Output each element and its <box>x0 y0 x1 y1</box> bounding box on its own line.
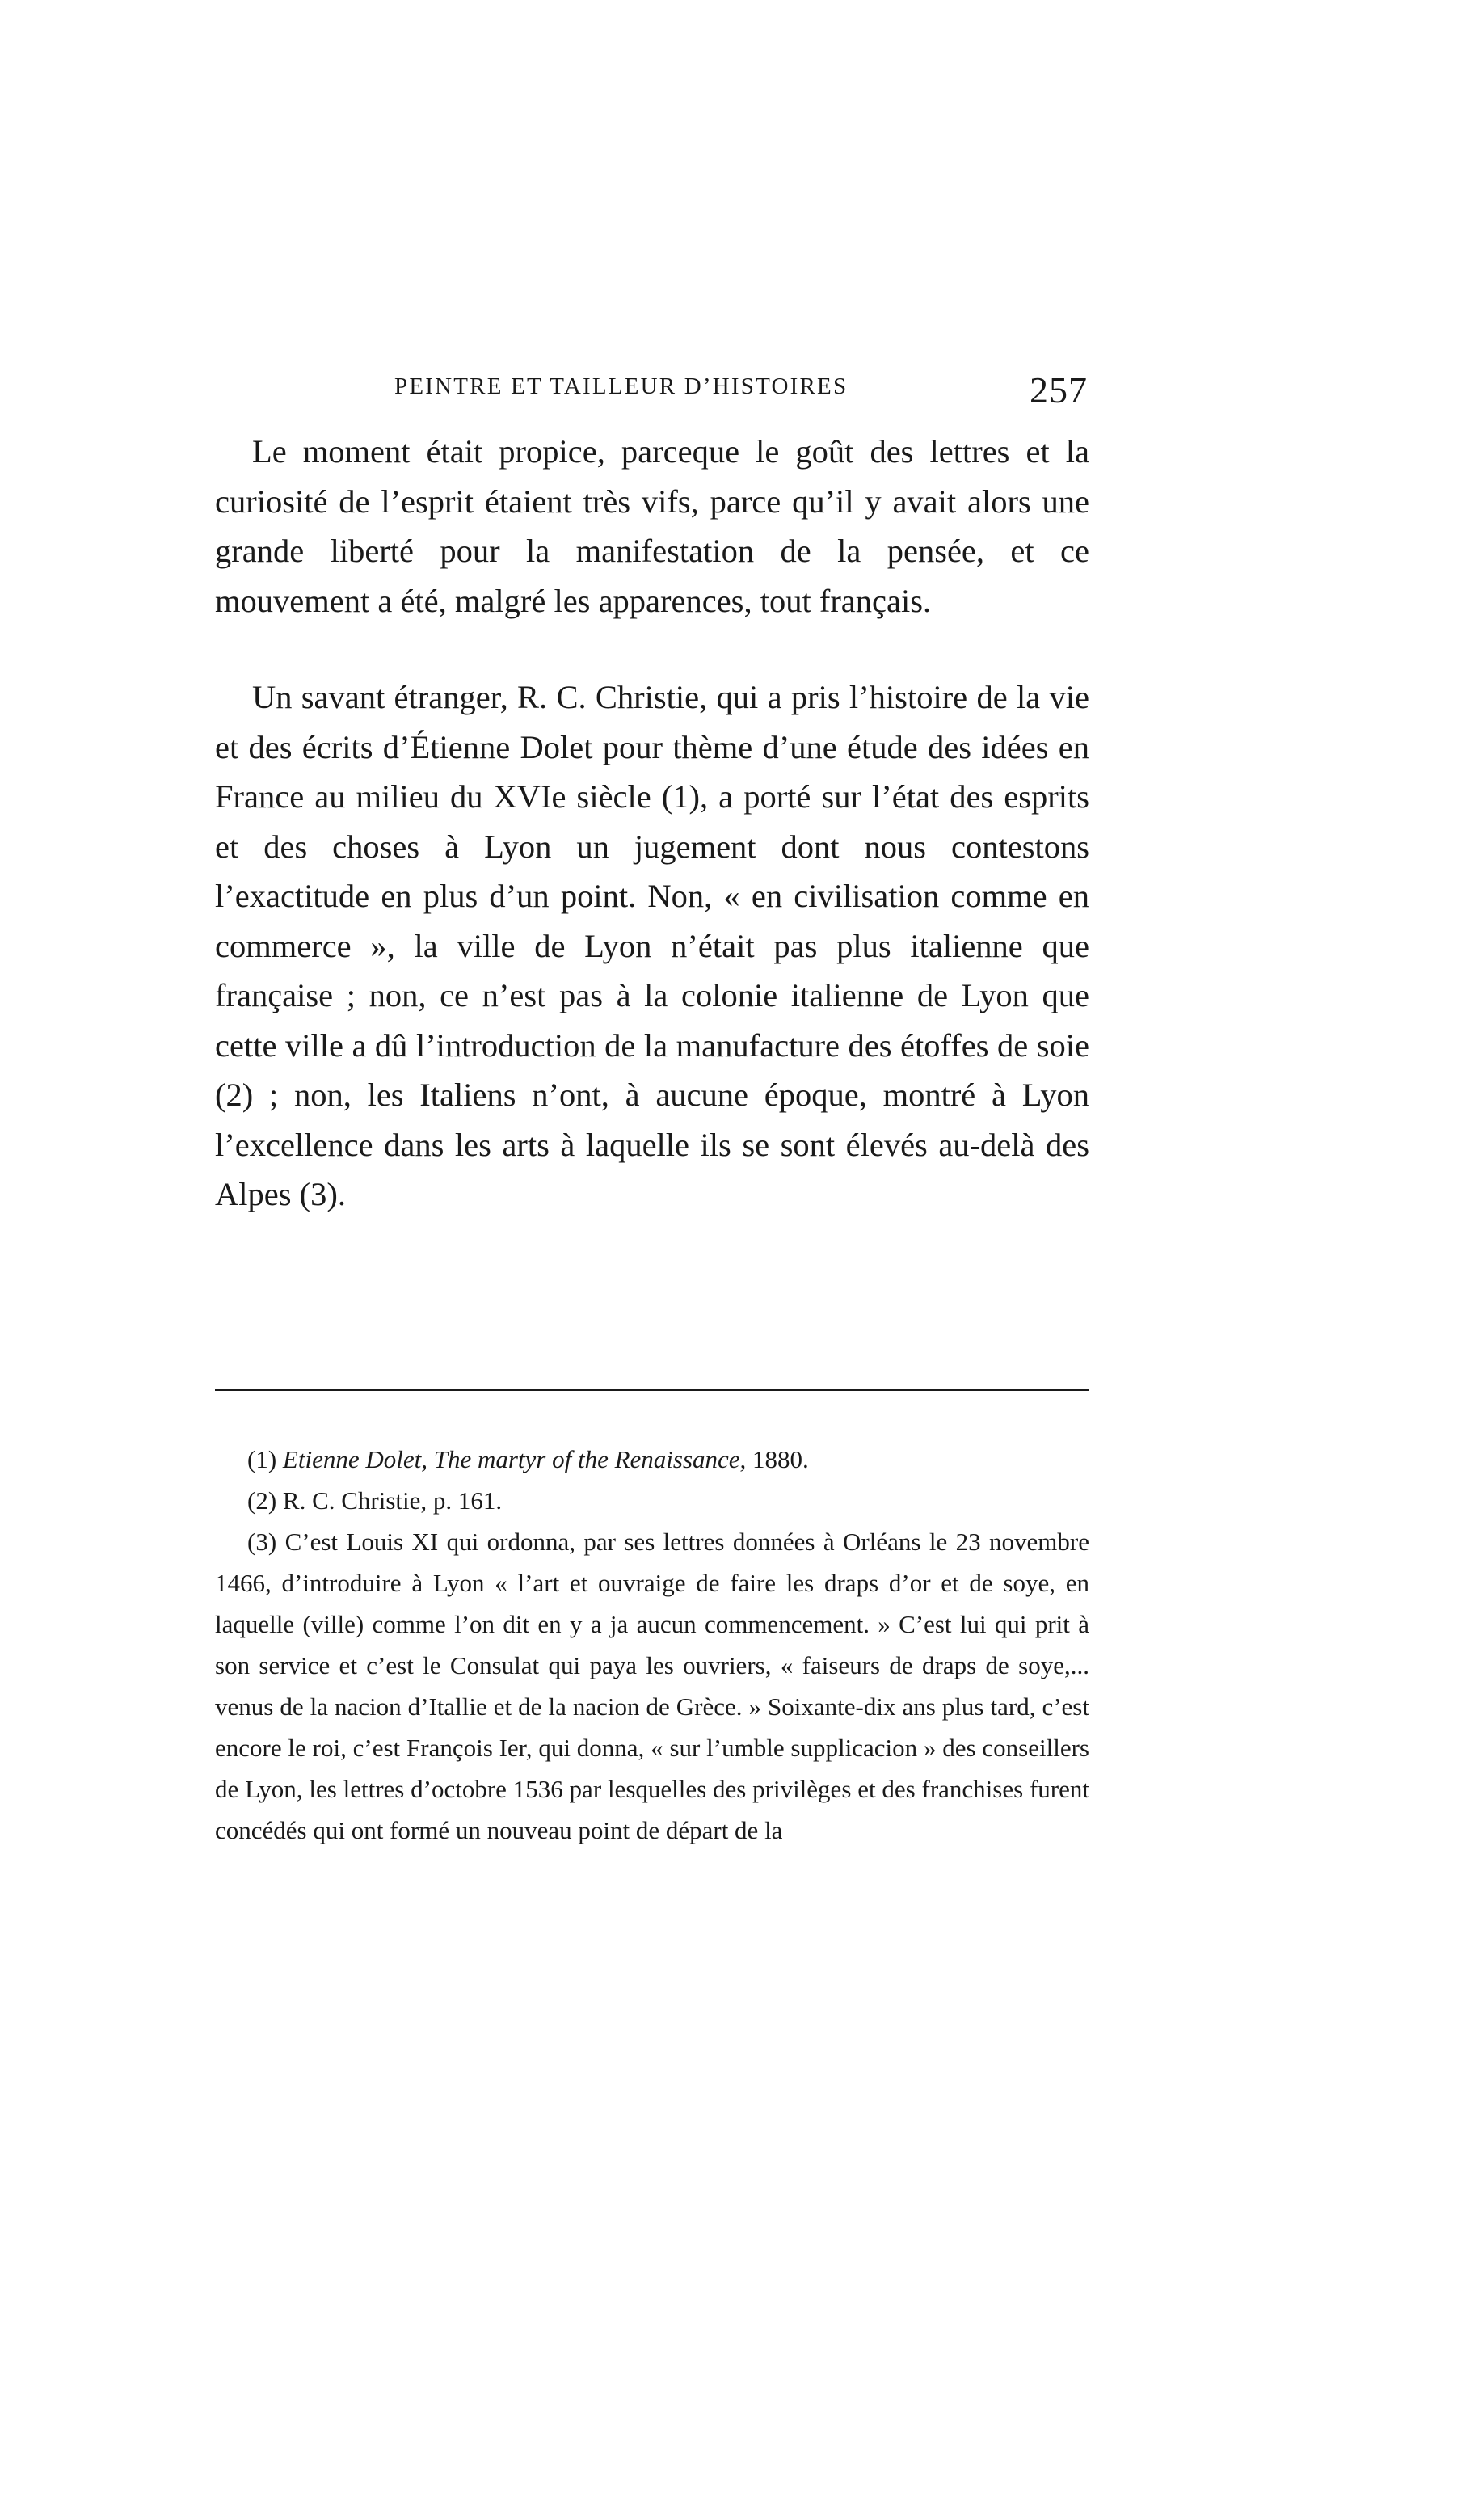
footnote <box>215 1521 1089 1851</box>
footnote <box>215 1480 1089 1521</box>
footnote-cited-title: Etienne Dolet, The martyr of the Renaissance, <box>282 1445 747 1473</box>
footnote-text: R. C. Christie, p. 161. <box>282 1486 503 1515</box>
main-text <box>215 427 1089 1220</box>
running-head <box>215 369 1089 417</box>
paragraph: Un savant étranger, R. C. Christie, qui a pris l’histoire de la vie et des écrits d’Étienne Dolet pour thème d’une étude des idées en France au milieu du XVIe siècle (1), a porté sur l’état des esprits et des choses à Lyon un jugement dont nous contestons l’exactitude en plus d’un point. Non, « en civilisation comme en commerce », la ville de Lyon n’était pas plus italienne que française ; non, ce n’est pas à la colonie italienne de Lyon que cette ville a dû l’introduction de la manufacture des étoffes de soie (2) ; non, les Italiens n’ont, à aucune époque, montré à Lyon l’excellence dans les arts à laquelle ils se sont élevés au-delà des Alpes (3). <box>215 679 1089 1212</box>
footnote-marker: (3) <box>247 1528 277 1556</box>
footnote-marker: (2) <box>247 1486 277 1515</box>
running-title: PEINTRE ET TAILLEUR D’HISTOIRES <box>394 373 849 399</box>
footnote-separator <box>215 1389 1089 1391</box>
footnote-text: 1880. <box>752 1445 809 1473</box>
page-number: 257 <box>1030 369 1088 411</box>
footnote <box>215 1439 1089 1480</box>
footnotes <box>215 1439 1089 1851</box>
paragraph: Le moment était propice, parceque le goût des lettres et la curiosité de l’esprit étaient très vifs, parce qu’il y avait alors une grande liberté pour la manifestation de la pensée, et ce mouvement a été, malgré les apparences, tout français. <box>215 433 1089 619</box>
book-page <box>215 0 1089 2520</box>
footnote-marker: (1) <box>247 1445 277 1473</box>
footnote-text: C’est Louis XI qui ordonna, par ses lettres données à Orléans le 23 novembre 1466, d’introduire à Lyon « l’art et ouvraige de faire les draps d’or et de soye, en laquelle (ville) comme l’on dit en y a ja aucun commencement. » C’est lui qui prit à son service et c’est le Consulat qui paya les ouvriers, « faiseurs de draps de soye,... venus de la nacion d’Itallie et de la nacion de Grèce. » Soixante-dix ans plus tard, c’est encore le roi, c’est François Ier, qui donna, « sur l’umble supplicacion » des conseillers de Lyon, les lettres d’octobre 1536 par lesquelles des privilèges et des franchises furent concédés qui ont formé un nouveau point de départ de la <box>215 1528 1089 1844</box>
